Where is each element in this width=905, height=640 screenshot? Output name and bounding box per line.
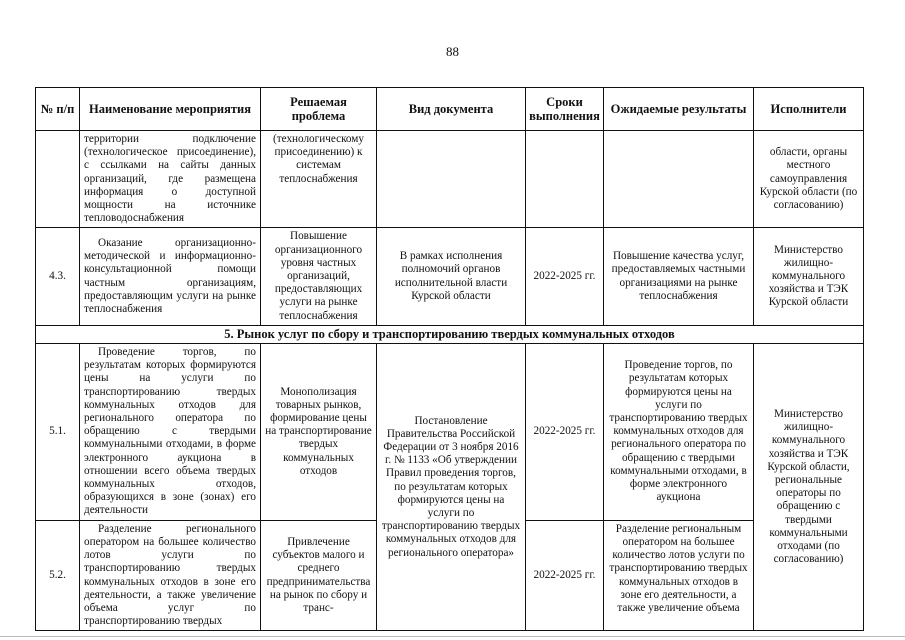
cell-results: Проведение торгов, по результатам которых формируются цены на услуги по транспортированию твердых коммунальных отходов для регионального оператора по обращению с твердыми коммунальными отходами, в форме электронного аукциона <box>604 344 754 521</box>
header-name: Наименование мероприятия <box>80 88 261 131</box>
cell-num: 5.2. <box>36 520 80 631</box>
header-problem: Решаемая проблема <box>261 88 377 131</box>
cell-name: Проведение торгов, по результатам которых формируются цены на услуги по транспортированию твердых коммунальных отходов для регионального оператора по обращению с твердыми коммунальными отходами, в форме электронного аукциона в отношении всего объема твердых коммунальных отходов, образующихся в зоне (зонах) его деятельности <box>80 344 261 521</box>
cell-results <box>604 131 754 228</box>
table-row-5-1 <box>36 344 864 521</box>
cell-problem: Привлечение субъектов малого и среднего предпринимательства на рынок по сбору и транс- <box>261 520 377 631</box>
cell-doc <box>377 131 526 228</box>
cell-results: Разделение региональным оператором на большее количество лотов услуги по транспортированию твердых коммунальных отходов в зоне его деятельности, а также увеличение объема <box>604 520 754 631</box>
cell-name: Разделение регионального оператором на большее количество лотов услуги по транспортированию твердых коммунальных отходов в зоне его деятельности, а также увеличение объема услуг по транспортированию твердых <box>80 520 261 631</box>
measures-table <box>35 87 864 631</box>
header-num: № п/п <box>36 88 80 131</box>
cell-num: 4.3. <box>36 228 80 325</box>
cell-executors: области, органы местного самоуправления Курской области (по согласованию) <box>754 131 864 228</box>
cell-doc: В рамках исполнения полномочий органов исполнительной власти Курской области <box>377 228 526 325</box>
cell-terms: 2022-2025 гг. <box>526 228 604 325</box>
cell-problem: Монополизация товарных рынков, формирование цены на транспортирование твердых коммунальных отходов <box>261 344 377 521</box>
cell-problem: (технологическому присоединению) к системам теплоснабжения <box>261 131 377 228</box>
cell-name: территории подключение (технологическое присоединение), с ссылками на сайты данных организаций, где размещена информация о доступной мощности на источнике тепловодоснабжения <box>80 131 261 228</box>
header-terms: Сроки выполнения <box>526 88 604 131</box>
section-title: 5. Рынок услуг по сбору и транспортированию твердых коммунальных отходов <box>36 325 864 343</box>
header-executors: Исполнители <box>754 88 864 131</box>
cell-num <box>36 131 80 228</box>
header-doc: Вид документа <box>377 88 526 131</box>
page-number: 88 <box>446 44 459 59</box>
header-results: Ожидаемые результаты <box>604 88 754 131</box>
table-row-4-3 <box>36 228 864 325</box>
cell-results: Повышение качества услуг, предоставляемых частными организациями на рынке теплоснабжения <box>604 228 754 325</box>
section-row-5 <box>36 325 864 343</box>
cell-terms: 2022-2025 гг. <box>526 344 604 521</box>
header-row <box>36 88 864 131</box>
cell-executors: Министерство жилищно-коммунального хозяйства и ТЭК Курской области <box>754 228 864 325</box>
cell-name: Оказание организационно-методической и информационно-консультационной помощи частным организациям, предоставляющим услуги на рынке теплоснабжения <box>80 228 261 325</box>
cell-terms <box>526 131 604 228</box>
table-row-continued <box>36 131 864 228</box>
cell-doc: Постановление Правительства Российской Федерации от 3 ноября 2016 г. № 1133 «Об утверждении Правил проведения торгов, по результатам которых формируются цены на услуги по транспортированию твердых коммунальных отходов для регионального оператора» <box>377 344 526 631</box>
cell-num: 5.1. <box>36 344 80 521</box>
cell-terms: 2022-2025 гг. <box>526 520 604 631</box>
cell-executors: Министерство жилищно-коммунального хозяйства и ТЭК Курской области, региональные операторы по обращению с твердыми коммунальными отходами (по согласованию) <box>754 344 864 631</box>
cell-problem: Повышение организационного уровня частных организаций, предоставляющих услуги на рынке теплоснабжения <box>261 228 377 325</box>
bottom-rule <box>0 636 905 637</box>
